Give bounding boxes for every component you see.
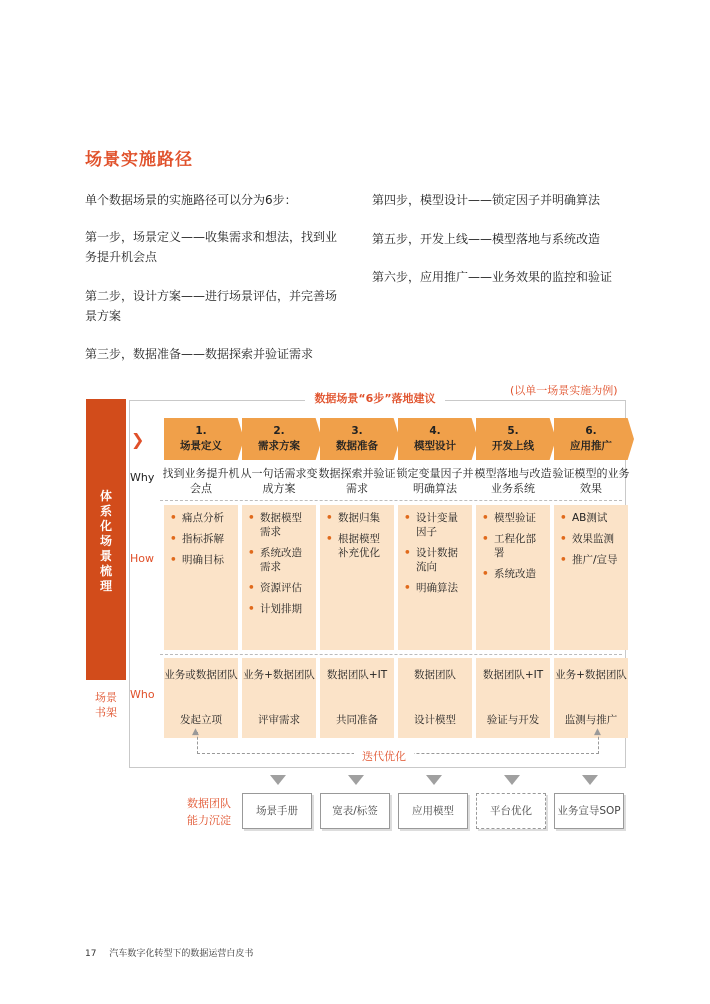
how-box [320,505,394,650]
how-item-text: 根据模型补充优化 [338,533,380,559]
how-item [482,567,546,581]
how-item-text: 明确算法 [416,582,458,594]
row-label-why: Why [130,471,155,484]
why-text: 模型落地与改造业务系统 [474,467,552,495]
bullet-icon: • [560,554,567,566]
who-box [554,658,628,738]
who-action: 设计模型 [414,714,456,726]
diagram-title: 数据场景“6步”落地建议 [314,392,436,405]
bullet-icon: • [404,547,411,559]
how-item-text: 明确目标 [182,554,224,566]
who-box [476,658,550,738]
down-triangle-icon [426,775,442,785]
who-action: 发起立项 [180,714,222,726]
output-document: 平台优化 [476,793,546,829]
output-document: 场景手册 [242,793,312,829]
why-text: 数据探索并验证需求 [318,467,396,495]
diagram-note: (以单一场景实施为例) [510,384,618,397]
bullet-icon: • [560,533,567,545]
bullet-icon: • [482,568,489,580]
step-number: 4. [429,425,441,437]
bullet-icon: • [482,533,489,545]
step-name: 需求方案 [258,440,300,452]
loop-arrow-left-icon: ▲ [192,727,199,737]
how-box [476,505,550,650]
bullet-icon: • [170,533,177,545]
how-item [170,553,234,567]
how-item [326,511,390,525]
how-box [164,505,238,650]
why-text: 找到业务提升机会点 [162,467,240,495]
how-item [248,602,312,616]
down-triangle-icon [348,775,364,785]
how-item-text: 效果监测 [572,533,614,545]
down-triangle-icon [270,775,286,785]
step-label [398,424,472,454]
who-team: 业务或数据团队 [164,669,238,681]
step-name: 场景定义 [180,440,222,452]
down-triangle-icon [504,775,520,785]
how-item [404,511,468,539]
step-name: 模型设计 [414,440,456,452]
side-label-char: 体 [99,489,112,503]
intro-step-1: 第一步，场景定义——收集需求和想法，找到业务提升机会点 [85,230,338,264]
loop-label: 迭代优化 [362,750,406,763]
side-label-char: 景 [99,549,112,563]
intro-step-4: 第四步，模型设计——锁定因子并明确算法 [372,193,601,207]
how-item [248,511,312,539]
how-item-text: 计划排期 [260,603,302,615]
who-box [398,658,472,738]
side-label-char: 理 [99,579,112,593]
how-item [482,511,546,525]
how-box [554,505,628,650]
how-item-text: 指标拆解 [182,533,224,545]
step-name: 开发上线 [492,440,534,452]
bullet-icon: • [248,603,255,615]
double-chevron-icon: ❯ [131,430,145,449]
step-label [476,424,550,454]
bullet-icon: • [170,512,177,524]
how-item [404,581,468,595]
bullet-icon: • [404,512,411,524]
side-label-lower: 场景书架 [95,691,117,719]
bullet-icon: • [170,554,177,566]
divider-how [160,654,622,655]
how-item [404,546,468,574]
why-text: 从一句话需求变成方案 [240,467,318,495]
who-team: 数据团队+IT [326,669,388,681]
how-item [482,532,546,560]
row-label-how: How [130,552,154,565]
output-document: 应用模型 [398,793,468,829]
how-item [560,511,624,525]
side-label-char: 系 [99,504,112,518]
how-item-text: 推广/宣导 [572,554,618,566]
how-item-text: 数据模型需求 [260,512,302,538]
row-label-who: Who [130,688,155,701]
why-text: 锁定变量因子并明确算法 [396,467,474,495]
how-item-text: 资源评估 [260,582,302,594]
how-item-text: 工程化部署 [494,533,536,559]
who-team: 数据团队 [414,669,456,681]
step-label [242,424,316,454]
bullet-icon: • [248,512,255,524]
down-triangle-icon [582,775,598,785]
intro-step-6: 第六步，应用推广——业务效果的监控和验证 [372,270,613,284]
step-number: 5. [507,425,519,437]
loop-arrow-right-icon: ▲ [594,727,601,737]
how-item [170,532,234,546]
how-item-text: 设计变量因子 [416,512,458,538]
how-box [398,505,472,650]
who-action: 监测与推广 [564,714,618,726]
how-item-text: 设计数据流向 [416,547,458,573]
output-document: 业务宣导SOP [554,793,624,829]
intro-step-2: 第二步，设计方案——进行场景评估，并完善场景方案 [85,289,338,323]
how-item [560,553,624,567]
page-number: 17 [85,949,97,959]
bullet-icon: • [326,533,333,545]
footer-text: 汽车数字化转型下的数据运营白皮书 [109,949,254,959]
who-team: 业务+数据团队 [243,669,315,681]
who-action: 验证与开发 [486,714,540,726]
step-number: 6. [585,425,597,437]
step-name: 数据准备 [336,440,378,452]
intro-lead: 单个数据场景的实施路径可以分为6步： [85,193,297,207]
step-label [320,424,394,454]
how-item [248,546,312,574]
side-label-char: 梳 [99,564,112,578]
how-item [170,511,234,525]
how-item-text: 数据归集 [338,512,380,524]
bullet-icon: • [248,582,255,594]
bullet-icon: • [482,512,489,524]
bullet-icon: • [248,547,255,559]
how-item [560,532,624,546]
how-item-text: AB测试 [572,512,608,524]
step-name: 应用推广 [570,440,612,452]
how-item-text: 系统改造 [494,568,536,580]
side-label-char: 化 [99,519,112,533]
how-item-text: 痛点分析 [182,512,224,524]
who-box [242,658,316,738]
intro-step-5: 第五步，开发上线——模型落地与系统改造 [372,232,601,246]
why-text: 验证模型的业务效果 [552,467,630,495]
page-title: 场景实施路径 [85,150,193,170]
who-team: 数据团队+IT [482,669,544,681]
side-label [86,489,126,594]
who-box [164,658,238,738]
side-label-char: 场 [99,534,112,548]
bullet-icon: • [560,512,567,524]
bottom-label: 数据团队能力沉淀 [187,797,231,827]
how-item [326,532,390,560]
who-team: 业务+数据团队 [555,669,627,681]
intro-step-3: 第三步，数据准备——数据探索并验证需求 [85,347,314,361]
output-document: 宽表/标签 [320,793,390,829]
how-item-text: 模型验证 [494,512,536,524]
who-box [320,658,394,738]
how-item [248,581,312,595]
how-box [242,505,316,650]
bullet-icon: • [326,512,333,524]
page-footer [85,946,253,959]
side-label-text [86,489,126,594]
who-action: 共同准备 [336,714,378,726]
who-action: 评审需求 [258,714,300,726]
step-number: 2. [273,425,285,437]
step-number: 1. [195,425,207,437]
step-label [554,424,628,454]
bullet-icon: • [404,582,411,594]
step-number: 3. [351,425,363,437]
divider-why [160,500,622,501]
step-label [164,424,238,454]
how-item-text: 系统改造需求 [260,547,302,573]
